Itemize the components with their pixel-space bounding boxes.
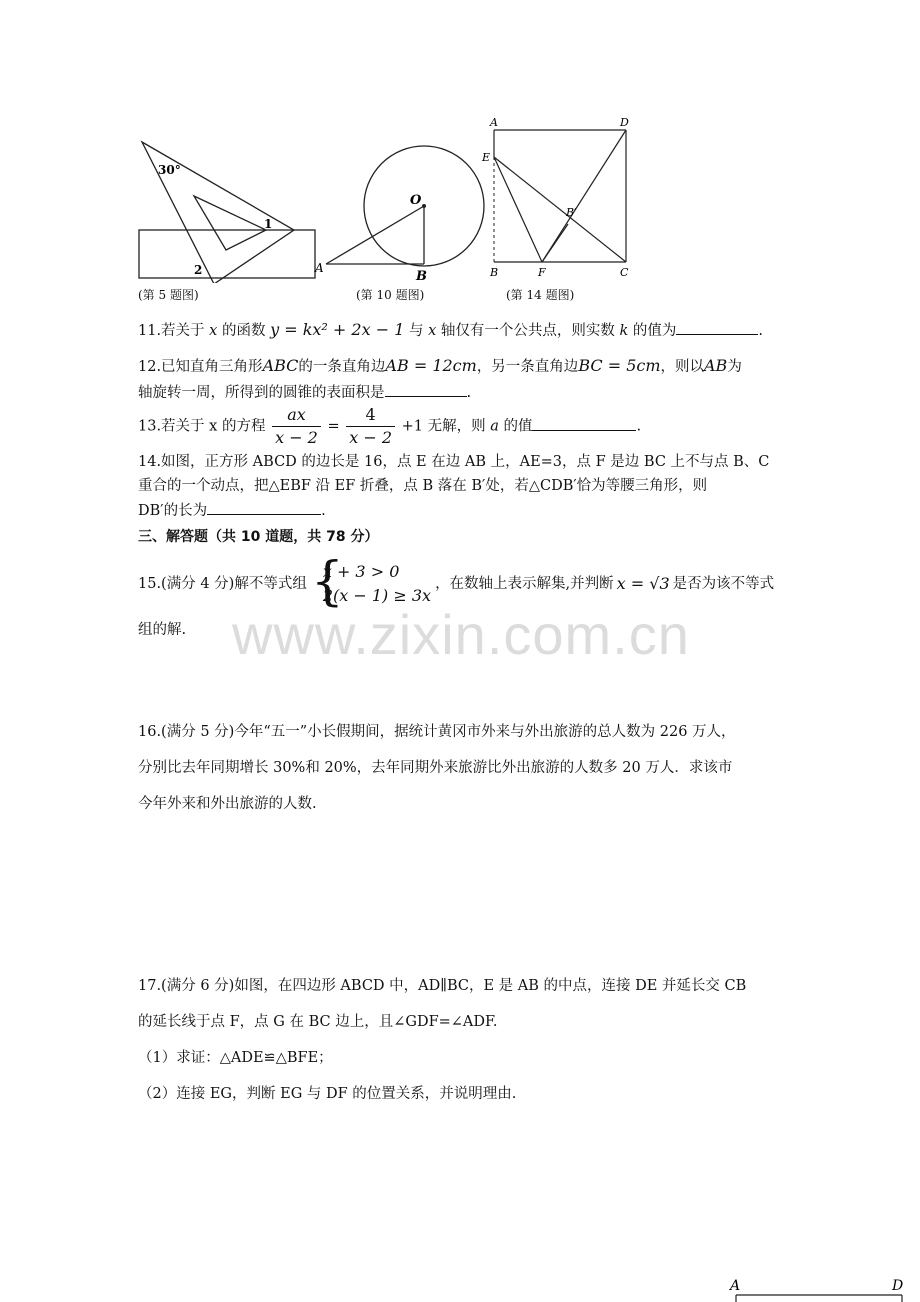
question-11: 11.若关于 x 的函数 y = kx² + 2x − 1 与 x 轴仅有一个公共点，则实数 k 的值为 .	[138, 320, 764, 339]
question-17-line-2: 的延长线于点 F，点 G 在 BC 边上，且∠GDF=∠ADF.	[138, 1014, 498, 1030]
question-16-line-1: 16.(满分 5 分)今年“五一”小长假期间，据统计黄冈市外来与外出旅游的总人数为 226 万人，	[138, 724, 736, 740]
angle-2-label: 2	[194, 263, 203, 277]
answer-blank	[207, 500, 321, 515]
question-14-line-2: 重合的一个动点，把△EBF 沿 EF 折叠，点 B 落在 B′处，若△CDB′恰为等腰三角形，则	[138, 478, 708, 494]
segment-OA	[326, 206, 424, 264]
label-D: D	[620, 116, 629, 129]
question-14-line-1: 14.如图，正方形 ABCD 的边长是 16，点 E 在边 AB 上，AE=3，点 F 是边 BC 上不与点 B、C	[138, 454, 770, 470]
center-dot	[422, 204, 426, 208]
section-heading: 三、解答题（共 10 道题，共 78 分）	[138, 529, 379, 545]
question-16-line-2: 分别比去年同期增长 30%和 20%，去年同期外来旅游比外出旅游的人数多 20 万人．求该市	[138, 760, 733, 776]
question-15: 15.(满分 4 分)解不等式组 { x + 3 > 0 2(x − 1) ≥ 3x ，在数轴上表示解集,并判断 x = √3 是否为该不等式	[138, 552, 775, 612]
answer-blank	[385, 382, 467, 397]
angle-1-label: 1	[264, 217, 273, 231]
figure-14	[480, 114, 640, 282]
figure-14-caption: (第 14 题图)	[506, 288, 575, 302]
label-B: B	[416, 269, 427, 284]
question-13: 13.若关于 x 的方程 $\frac{ax}{x - 2}$ = $\frac{4}{x - 2}$ +1 无解，则 a 的值 .	[138, 405, 642, 447]
label-A: A	[490, 116, 498, 129]
question-17-line-1: 17.(满分 6 分)如图，在四边形 ABCD 中，AD∥BC，E 是 AB 的中点，连接 DE 并延长交 CB	[138, 978, 747, 994]
watermark: www.zixin.com.cn	[232, 603, 690, 666]
label-A: A	[730, 1278, 741, 1294]
fraction-4: $\frac{4}{x - 2}$	[346, 404, 395, 449]
label-B: B	[490, 266, 499, 279]
figure-10	[312, 140, 492, 285]
question-17-part-1: （1）求证：△ADE≌△BFE；	[138, 1050, 333, 1066]
label-E: E	[482, 151, 491, 164]
question-15-line-2: 组的解.	[138, 622, 187, 638]
label-B-prime: B′	[566, 206, 577, 219]
label-O: O	[410, 193, 422, 208]
fraction-ax: $\frac{ax}{x - 2}$	[272, 404, 321, 449]
figure-5-caption: (第 5 题图)	[138, 288, 199, 302]
inequality-system: { x + 3 > 0 2(x − 1) ≥ 3x	[310, 552, 432, 612]
ruler-rectangle	[139, 230, 315, 278]
label-C: C	[620, 266, 629, 279]
label-F: F	[538, 266, 546, 279]
figure-5	[136, 138, 321, 283]
inner-triangle	[194, 196, 266, 250]
label-A: A	[315, 261, 324, 275]
question-17-part-2: （2）连接 EG，判断 EG 与 DF 的位置关系，并说明理由.	[138, 1086, 517, 1102]
figure-17-partial	[726, 1274, 912, 1302]
answer-blank	[532, 416, 636, 431]
answer-blank	[676, 320, 758, 335]
label-D: D	[892, 1278, 904, 1294]
angle-label: 30°	[158, 163, 181, 177]
question-16-line-3: 今年外来和外出旅游的人数.	[138, 796, 317, 812]
question-12-line-2: 轴旋转一周，所得到的圆锥的表面积是 .	[138, 382, 471, 403]
figure-10-caption: (第 10 题图)	[356, 288, 425, 302]
question-14-line-3: DB′的长为 .	[138, 500, 326, 521]
question-12: 12.已知直角三角形ABC的一条直角边AB = 12cm，另一条直角边BC = 5cm，则以AB为	[138, 356, 742, 375]
